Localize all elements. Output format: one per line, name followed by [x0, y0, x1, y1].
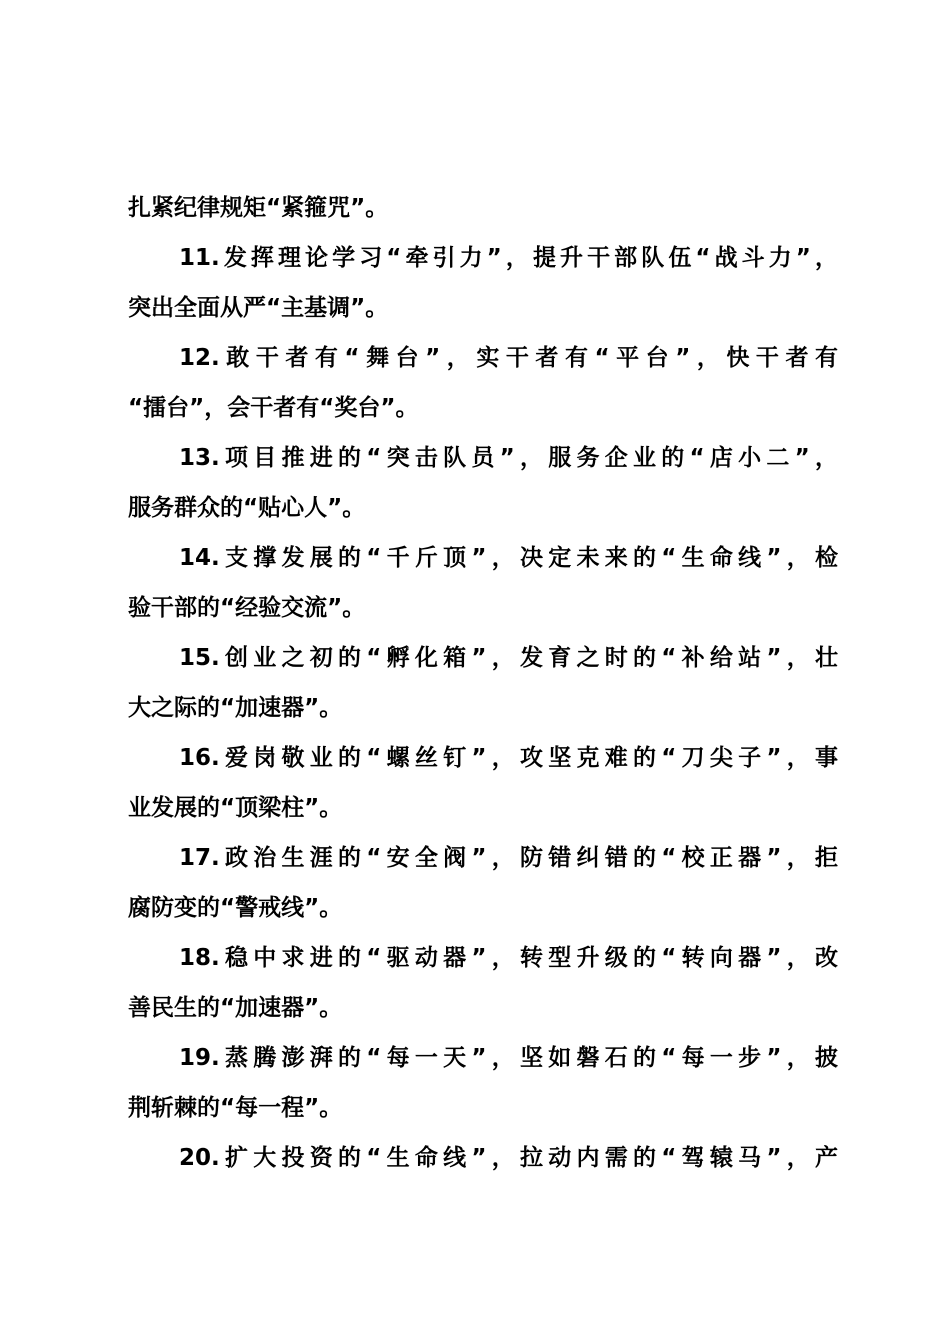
document-body [128, 183, 838, 1183]
text-line: 善民生的“加速器”。 [128, 995, 343, 1021]
text-line: 15.创业之初的“孵化箱”，发育之时的“补给站”，壮 [179, 645, 838, 671]
text-line: 17.政治生涯的“安全阀”，防错纠错的“校正器”，拒 [179, 845, 838, 871]
text-line: 业发展的“顶梁柱”。 [128, 795, 343, 821]
text-line: 14.支撑发展的“千斤顶”，决定未来的“生命线”，检 [179, 545, 838, 571]
text-line: 18.稳中求进的“驱动器”，转型升级的“转向器”，改 [179, 945, 838, 971]
text-line: 服务群众的“贴心人”。 [128, 495, 366, 521]
text-line: 腐防变的“警戒线”。 [128, 895, 343, 921]
text-line: 16.爱岗敬业的“螺丝钉”，攻坚克难的“刀尖子”，事 [179, 745, 838, 771]
text-line: 扎紧纪律规矩“紧箍咒”。 [128, 195, 389, 221]
text-line: 大之际的“加速器”。 [128, 695, 343, 721]
text-line: 突出全面从严“主基调”。 [128, 295, 389, 321]
text-line: 验干部的“经验交流”。 [128, 595, 366, 621]
text-line: 13.项目推进的“突击队员”，服务企业的“店小二”， [179, 445, 838, 471]
text-line: “擂台”，会干者有“奖台”。 [128, 395, 419, 421]
text-line: 20.扩大投资的“生命线”，拉动内需的“驾辕马”，产 [179, 1145, 838, 1171]
text-line: 12.敢干者有“舞台”，实干者有“平台”，快干者有 [179, 345, 838, 371]
text-line: 荆斩棘的“每一程”。 [128, 1095, 343, 1121]
text-line: 19.蒸腾澎湃的“每一天”，坚如磐石的“每一步”，披 [179, 1045, 838, 1071]
text-line: 11.发挥理论学习“牵引力”，提升干部队伍“战斗力”， [179, 245, 838, 271]
